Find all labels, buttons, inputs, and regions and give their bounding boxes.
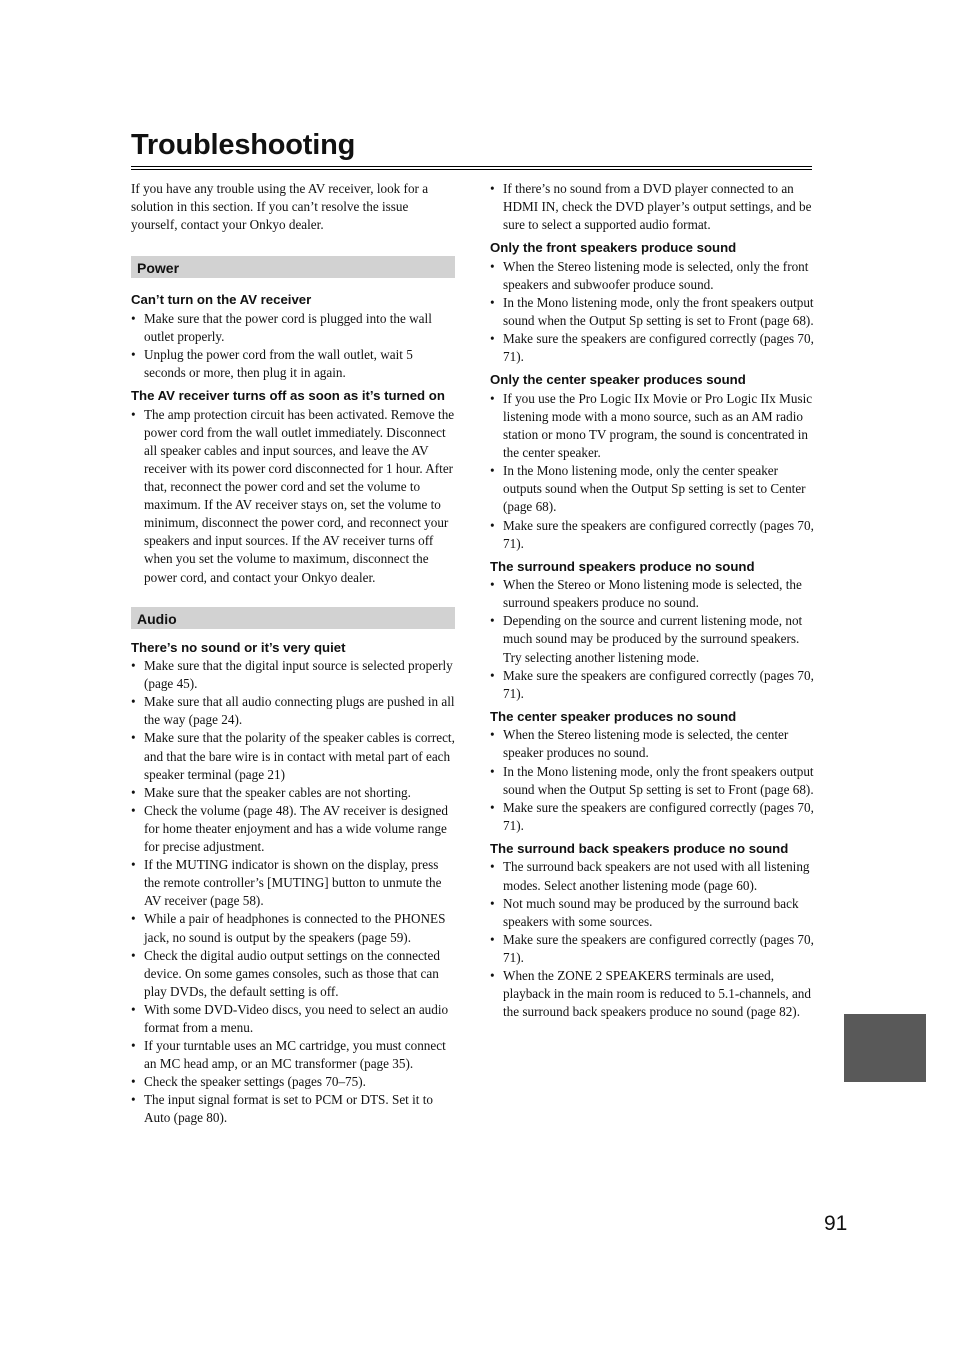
right-column bbox=[490, 180, 814, 1021]
list-item: • Make sure that the speaker cables are not shorting. bbox=[131, 784, 455, 802]
problem-list bbox=[131, 310, 455, 382]
problem-title: The center speaker produces no sound bbox=[490, 708, 737, 724]
section-heading-power: Power bbox=[131, 256, 455, 278]
list-item: • The input signal format is set to PCM or DTS. Set it to Auto (page 80). bbox=[131, 1091, 455, 1127]
problem-list bbox=[490, 726, 814, 835]
list-item: • Make sure the speakers are configured correctly (pages 70, 71). bbox=[490, 330, 814, 366]
page-title: Troubleshooting bbox=[131, 129, 356, 161]
list-item: • Unplug the power cord from the wall outlet, wait 5 seconds or more, then plug it in again. bbox=[131, 346, 455, 382]
list-item: • Check the digital audio output settings on the connected device. On some games consoles, such as those that can play DVDs, the default setting is off. bbox=[131, 947, 455, 1001]
list-item: • With some DVD-Video discs, you need to select an audio format from a menu. bbox=[131, 1001, 455, 1037]
list-item: • Not much sound may be produced by the surround back speakers with some sources. bbox=[490, 895, 814, 931]
list-item: • Make sure the speakers are configured correctly (pages 70, 71). bbox=[490, 667, 814, 703]
list-item: • When the Stereo listening mode is selected, the center speaker produces no sound. bbox=[490, 726, 814, 762]
problem-title: The surround speakers produce no sound bbox=[490, 558, 755, 574]
title-rule bbox=[131, 166, 812, 170]
list-item: • If there’s no sound from a DVD player connected to an HDMI IN, check the DVD player’s output settings, and be sure to select a supported audio format. bbox=[490, 180, 814, 234]
list-item: • In the Mono listening mode, only the front speakers output sound when the Output Sp setting is set to Front (page 68). bbox=[490, 763, 814, 799]
list-item: • Make sure that all audio connecting plugs are pushed in all the way (page 24). bbox=[131, 693, 455, 729]
problem-list bbox=[490, 180, 814, 234]
list-item: • In the Mono listening mode, only the center speaker outputs sound when the Output Sp setting is set to Center (page 68). bbox=[490, 462, 814, 516]
list-item: • Make sure the speakers are configured correctly (pages 70, 71). bbox=[490, 799, 814, 835]
problem-title: The surround back speakers produce no sound bbox=[490, 840, 789, 856]
list-item: • In the Mono listening mode, only the front speakers output sound when the Output Sp setting is set to Front (page 68). bbox=[490, 294, 814, 330]
list-item: • Depending on the source and current listening mode, not much sound may be produced by the surround speakers. Try selecting another listening mode. bbox=[490, 612, 814, 666]
list-item: • Make sure that the polarity of the speaker cables is correct, and that the bare wire is in contact with metal part of each speaker terminal (page 21) bbox=[131, 729, 455, 783]
list-item: • While a pair of headphones is connected to the PHONES jack, no sound is output by the speakers (page 59). bbox=[131, 910, 455, 946]
problem-list bbox=[490, 390, 814, 553]
list-item: • Check the speaker settings (pages 70–75). bbox=[131, 1073, 455, 1091]
problem-title: Can’t turn on the AV receiver bbox=[131, 292, 312, 308]
problem-title: The AV receiver turns off as soon as it’s turned on bbox=[131, 388, 445, 404]
problem-title: Only the front speakers produce sound bbox=[490, 240, 737, 256]
list-item: • Make sure the speakers are configured correctly (pages 70, 71). bbox=[490, 931, 814, 967]
list-item: • When the ZONE 2 SPEAKERS terminals are used, playback in the main room is reduced to 5.1-channels, and the surround back speakers produce no sound (page 82). bbox=[490, 967, 814, 1021]
list-item: • Make sure the speakers are configured correctly (pages 70, 71). bbox=[490, 517, 814, 553]
problem-title: There’s no sound or it’s very quiet bbox=[131, 639, 346, 655]
problem-list bbox=[131, 657, 455, 1127]
intro-text: If you have any trouble using the AV receiver, look for a solution in this section. If you can’t resolve the issue yourself, contact your Onkyo dealer. bbox=[131, 181, 429, 233]
list-item: • If your turntable uses an MC cartridge, you must connect an MC head amp, or an MC transformer (page 35). bbox=[131, 1037, 455, 1073]
problem-list bbox=[131, 406, 455, 587]
list-item: • Make sure that the power cord is plugged into the wall outlet properly. bbox=[131, 310, 455, 346]
problem-list bbox=[490, 576, 814, 703]
list-item: • If you use the Pro Logic IIx Movie or Pro Logic IIx Music listening mode with a mono source, such as an AM radio station or mono TV program, the sound is concentrated in the center speaker. bbox=[490, 390, 814, 462]
list-item: • When the Stereo listening mode is selected, only the front speakers and subwoofer produce sound. bbox=[490, 258, 814, 294]
page-number: 91 bbox=[824, 1212, 848, 1235]
list-item: • The surround back speakers are not used with all listening modes. Select another listening mode (page 60). bbox=[490, 858, 814, 894]
list-item: • When the Stereo or Mono listening mode is selected, the surround speakers produce no sound. bbox=[490, 576, 814, 612]
problem-list bbox=[490, 258, 814, 367]
list-item: • If the MUTING indicator is shown on the display, press the remote controller’s [MUTING] button to unmute the AV receiver (page 58). bbox=[131, 856, 455, 910]
problem-list bbox=[490, 858, 814, 1021]
chapter-tab-marker bbox=[844, 1014, 926, 1082]
list-item: • Make sure that the digital input source is selected properly (page 45). bbox=[131, 657, 455, 693]
list-item: • The amp protection circuit has been activated. Remove the power cord from the wall outlet immediately. Disconnect all speaker cables and input sources, and leave the AV receiver with its power cord disconnected for 1 hour. After that, reconnect the power cord and set the volume to maximum. If the AV receiver stays on, set the volume to minimum, disconnect the power cord, and reconnect your speakers and input sources. If the AV receiver turns off when you set the volume to maximum, disconnect the power cord, and contact your Onkyo dealer. bbox=[131, 406, 455, 587]
list-item: • Check the volume (page 48). The AV receiver is designed for home theater enjoyment and has a wide volume range for precise adjustment. bbox=[131, 802, 455, 856]
problem-title: Only the center speaker produces sound bbox=[490, 372, 746, 388]
section-heading-audio: Audio bbox=[131, 607, 455, 629]
left-column bbox=[131, 180, 455, 1128]
